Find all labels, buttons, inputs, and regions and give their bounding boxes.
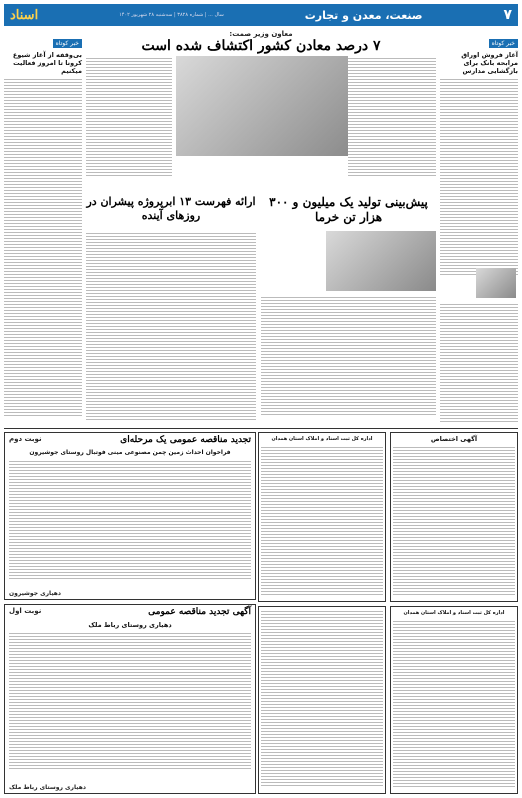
left-tag: خبر کوتاه xyxy=(53,39,82,48)
lead-photo xyxy=(176,56,356,156)
notice1-title: آگهی اختصاص xyxy=(430,435,478,443)
page-header xyxy=(4,4,518,26)
divider xyxy=(4,428,518,429)
art2-title: پیش‌بینی تولید یک میلیون و ۳۰۰ هزار تن خرما xyxy=(269,195,428,224)
right-photo xyxy=(476,268,516,298)
art3-title: ارائه فهرست ۱۳ ابرپروژه پیشران در روزهای آینده xyxy=(86,195,256,222)
lead-article xyxy=(86,30,436,190)
ad1-body xyxy=(9,459,251,579)
notice3-body xyxy=(393,619,515,789)
lead-body-l xyxy=(86,56,172,176)
lead-body-r xyxy=(348,56,436,176)
logo: اسناد xyxy=(10,7,39,23)
section-title: صنعت، معدن و تجارت xyxy=(304,8,423,22)
notice-3 xyxy=(390,606,518,794)
notice-1 xyxy=(390,432,518,602)
left-body xyxy=(4,77,82,417)
right-title: آغاز فروش اوراق مرابحه بانک برای بازگشایی مدارس xyxy=(461,51,518,75)
tender-ad-2 xyxy=(4,604,256,794)
ad2-title: آگهی تجدید مناقصه عمومی xyxy=(148,607,251,617)
notice-2 xyxy=(258,432,386,602)
art3-body xyxy=(86,231,256,421)
ad1-subtitle: فراخوان احداث زمین چمن مصنوعی مینی فوتبال روستای جوشیرون xyxy=(29,449,231,456)
page-number: ۷ xyxy=(503,7,512,23)
notice3-title: اداره کل ثبت اسناد و املاک استان همدان xyxy=(403,610,505,616)
ad2-subtitle: دهیاری روستای رباط ملک xyxy=(88,621,172,629)
right-tag: خبر کوتاه xyxy=(489,39,518,48)
masthead-info: سال ... | شماره ۳۸۲۸ | سه‌شنبه ۲۸ شهریور ۱۴۰۲ xyxy=(119,12,224,18)
notice2-title: اداره کل ثبت اسناد و املاک استان همدان xyxy=(271,436,373,442)
right-body-2 xyxy=(440,302,518,422)
ad1-title: تجدید مناقصه عمومی یک مرحله‌ای xyxy=(120,435,251,445)
article-projects xyxy=(86,195,256,425)
notice4-body xyxy=(261,609,383,787)
notice-4 xyxy=(258,606,386,794)
ad1-footer: دهیاری جوشیرون xyxy=(9,590,62,597)
notice2-body xyxy=(261,445,383,595)
art2-body xyxy=(261,295,436,415)
article-dates xyxy=(261,195,436,425)
right-body xyxy=(440,77,518,277)
lead-title: ۷ درصد معادن کشور اکتشاف شده است xyxy=(141,38,381,54)
ad1-round: نوبت دوم xyxy=(9,435,42,443)
notice1-body xyxy=(393,445,515,595)
ad2-round: نوبت اول xyxy=(9,607,42,615)
lead-kicker: معاون وزیر صمت: xyxy=(229,30,293,38)
ad2-body xyxy=(9,631,251,771)
tender-ad-1 xyxy=(4,432,256,600)
ad2-footer: دهیاری روستای رباط ملک xyxy=(9,784,86,791)
dates-photo xyxy=(326,231,436,291)
left-title: بی‌وقفه از آغاز شیوع کرونا تا امروز فعالیت میکنیم xyxy=(12,51,82,75)
